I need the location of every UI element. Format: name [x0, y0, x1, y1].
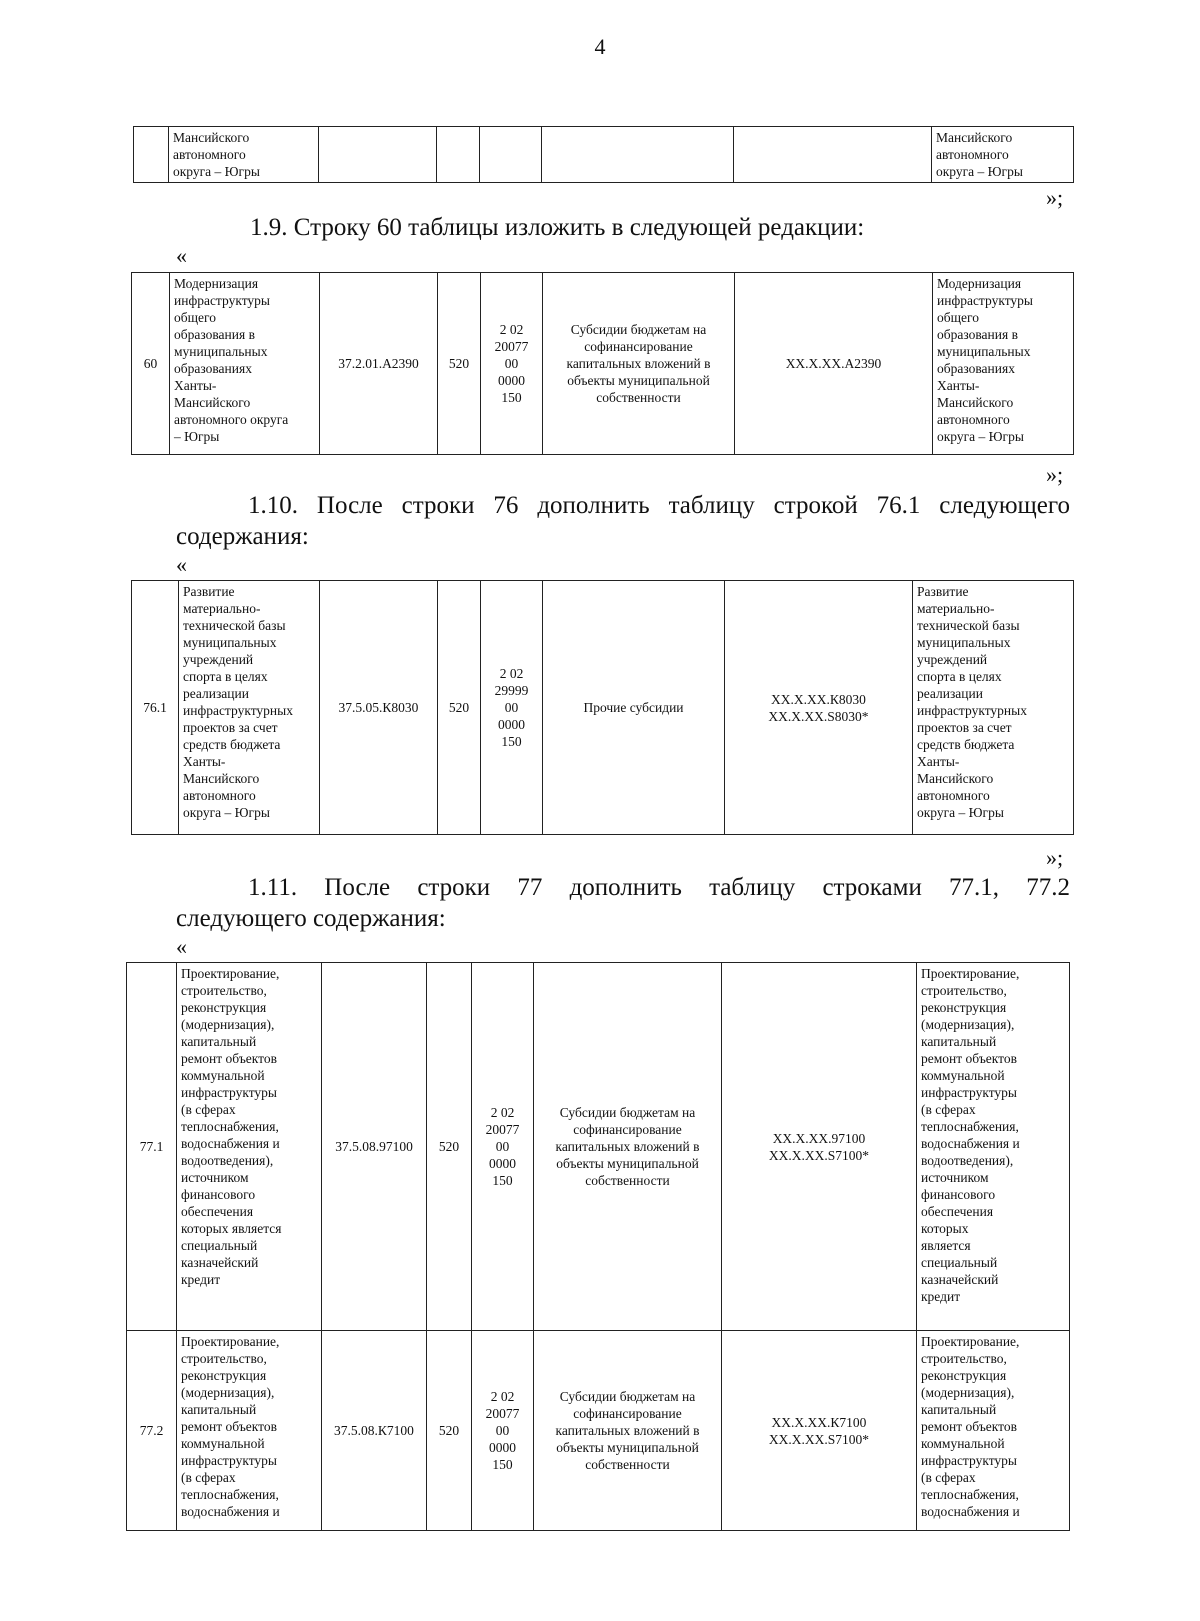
cell-empty [542, 127, 734, 183]
cell-empty [480, 127, 542, 183]
cell-desc: Прочие субсидии [543, 581, 725, 835]
cell-kvr: 520 [438, 273, 481, 455]
cell-desc: Субсидии бюджетам на софинансирование капитальных вложений в объекты муниципальной собственности [543, 273, 735, 455]
section-1-9-heading: 1.9. Строку 60 таблицы изложить в следующей редакции: [250, 214, 865, 241]
cell-kd: 2 02 20077 00 0000 150 [472, 1331, 534, 1531]
cell-num: 77.1 [127, 963, 177, 1331]
cell-kvr: 520 [427, 1331, 472, 1531]
page-number: 4 [594, 34, 606, 59]
cell-desc: Субсидии бюджетам на софинансирование капитальных вложений в объекты муниципальной собственности [534, 1331, 722, 1531]
cell-desc: Субсидии бюджетам на софинансирование капитальных вложений в объекты муниципальной собственности [534, 963, 722, 1331]
table-row-76-1 [131, 580, 1074, 835]
closing-quote: »; [1046, 845, 1064, 870]
closing-quote: »; [1046, 462, 1064, 487]
section-1-10-heading [176, 490, 1070, 552]
cell-num: 77.2 [127, 1331, 177, 1531]
closing-quote: »; [1046, 185, 1064, 210]
opening-quote: « [176, 243, 187, 268]
heading-line: следующего содержания: [176, 905, 446, 932]
cell-name: Мансийского автономного округа – Югры [169, 127, 319, 183]
cell-code: 37.5.08.К7100 [322, 1331, 427, 1531]
cell-code: 37.5.08.97100 [322, 963, 427, 1331]
cell-kd: 2 02 20077 00 0000 150 [472, 963, 534, 1331]
cell-name: Развитие материально- технической базы муниципальных учреждений спорта в целях реализации инфраструктурных проектов за счет средств бюджета Ханты- Мансийского автономного округа – Югры [179, 581, 320, 835]
cell-target: ХХ.Х.ХХ.К7100 ХХ.Х.ХХ.S7100* [722, 1331, 917, 1531]
cell-empty [134, 127, 169, 183]
cell-right-name: Мансийского автономного округа – Югры [932, 127, 1074, 183]
cell-name: Проектирование, строительство, реконструкция (модернизация), капитальный ремонт объектов коммунальной инфраструктуры (в сферах теплоснабжения, водоснабжения и водоотведения), источником финансового обеспечения которых является специальный казначейский кредит [177, 963, 322, 1331]
table-fragment-top [133, 126, 1074, 183]
cell-empty [319, 127, 437, 183]
cell-right-name: Проектирование, строительство, реконструкция (модернизация), капитальный ремонт объектов коммунальной инфраструктуры (в сферах теплоснабжения, водоснабжения и водоотведения), источником финансового обеспечения которых является специальный казначейский кредит [917, 963, 1070, 1331]
table-row [127, 1331, 1070, 1531]
cell-num: 60 [132, 273, 170, 455]
cell-right-name: Модернизация инфраструктуры общего образования в муниципальных образованиях Ханты- Мансийского автономного округа – Югры [933, 273, 1074, 455]
cell-num: 76.1 [132, 581, 179, 835]
cell-target: ХХ.Х.ХХ.А2390 [735, 273, 933, 455]
cell-name: Проектирование, строительство, реконструкция (модернизация), капитальный ремонт объектов коммунальной инфраструктуры (в сферах теплоснабжения, водоснабжения и [177, 1331, 322, 1531]
cell-kvr: 520 [438, 581, 481, 835]
heading-line: 1.10. После строки 76 дополнить таблицу строкой 76.1 следующего [248, 492, 1070, 519]
cell-right-name: Проектирование, строительство, реконструкция (модернизация), капитальный ремонт объектов коммунальной инфраструктуры (в сферах теплоснабжения, водоснабжения и [917, 1331, 1070, 1531]
cell-kd: 2 02 20077 00 0000 150 [481, 273, 543, 455]
table-row [132, 581, 1074, 835]
cell-code: 37.2.01.А2390 [320, 273, 438, 455]
cell-right-name: Развитие материально- технической базы муниципальных учреждений спорта в целях реализации инфраструктурных проектов за счет средств бюджета Ханты- Мансийского автономного округа – Югры [913, 581, 1074, 835]
table-row [127, 963, 1070, 1331]
cell-code: 37.5.05.К8030 [320, 581, 438, 835]
table-row-60 [131, 272, 1074, 455]
heading-line: 1.11. После строки 77 дополнить таблицу строками 77.1, 77.2 [248, 874, 1070, 901]
cell-name: Модернизация инфраструктуры общего образования в муниципальных образованиях Ханты- Мансийского автономного округа – Югры [170, 273, 320, 455]
cell-empty [734, 127, 932, 183]
cell-target: ХХ.Х.ХХ.К8030 ХХ.Х.ХХ.S8030* [725, 581, 913, 835]
section-1-11-heading [176, 872, 1070, 934]
opening-quote: « [176, 934, 187, 959]
table-row [132, 273, 1074, 455]
table-rows-77 [126, 962, 1070, 1531]
cell-target: ХХ.Х.ХХ.97100 ХХ.Х.ХХ.S7100* [722, 963, 917, 1331]
cell-kvr: 520 [427, 963, 472, 1331]
cell-empty [437, 127, 480, 183]
heading-line: содержания: [176, 523, 309, 550]
opening-quote: « [176, 552, 187, 577]
cell-kd: 2 02 29999 00 0000 150 [481, 581, 543, 835]
